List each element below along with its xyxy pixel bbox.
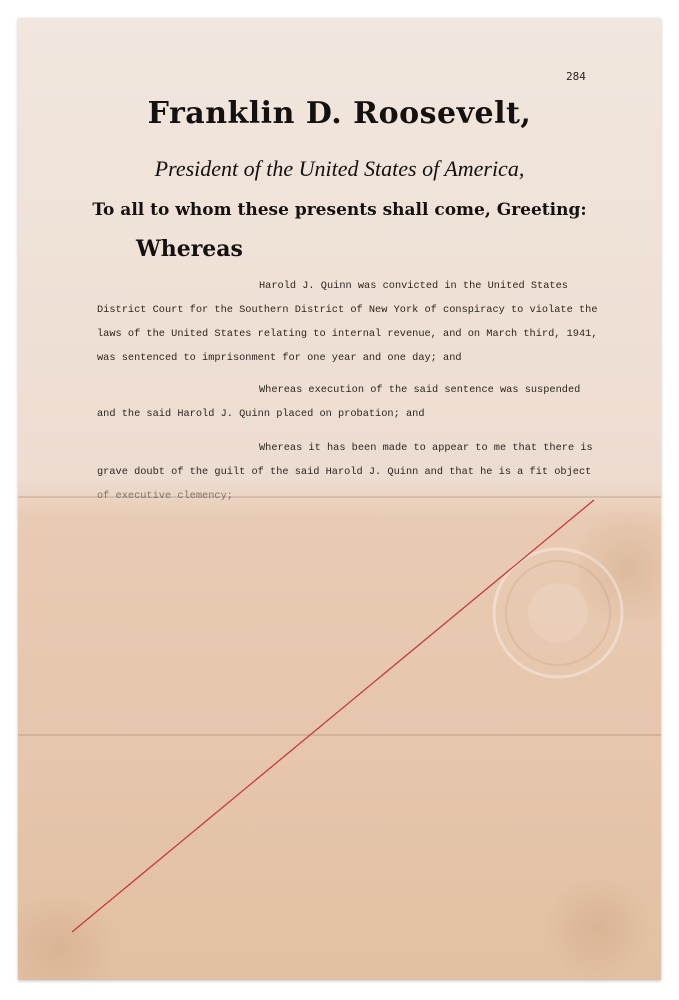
body-line: of executive clemency; [97, 490, 233, 502]
body-line: was sentenced to imprisonment for one year and one day; and [97, 352, 462, 364]
president-name: Franklin D. Roosevelt, [147, 96, 532, 131]
pardon-document [18, 18, 661, 980]
body-line: grave doubt of the guilt of the said Harold J. Quinn and that he is a fit object [97, 466, 592, 478]
cancellation-line [18, 18, 661, 980]
greeting-line: To all to whom these presents shall come, Greeting: [92, 200, 587, 220]
body-line: Whereas it has been made to appear to me that there is [259, 442, 593, 454]
body-line: Whereas execution of the said sentence was suspended [259, 384, 581, 396]
body-line: and the said Harold J. Quinn placed on probation; and [97, 408, 425, 420]
whereas-heading: Whereas [136, 236, 243, 262]
page-number: 284 [566, 70, 586, 83]
body-line: Harold J. Quinn was convicted in the United States [259, 280, 568, 292]
body-line: District Court for the Southern District of New York of conspiracy to violate the [97, 304, 598, 316]
president-title: President of the United States of America, [154, 156, 525, 181]
body-line: laws of the United States relating to internal revenue, and on March third, 1941, [97, 328, 598, 340]
